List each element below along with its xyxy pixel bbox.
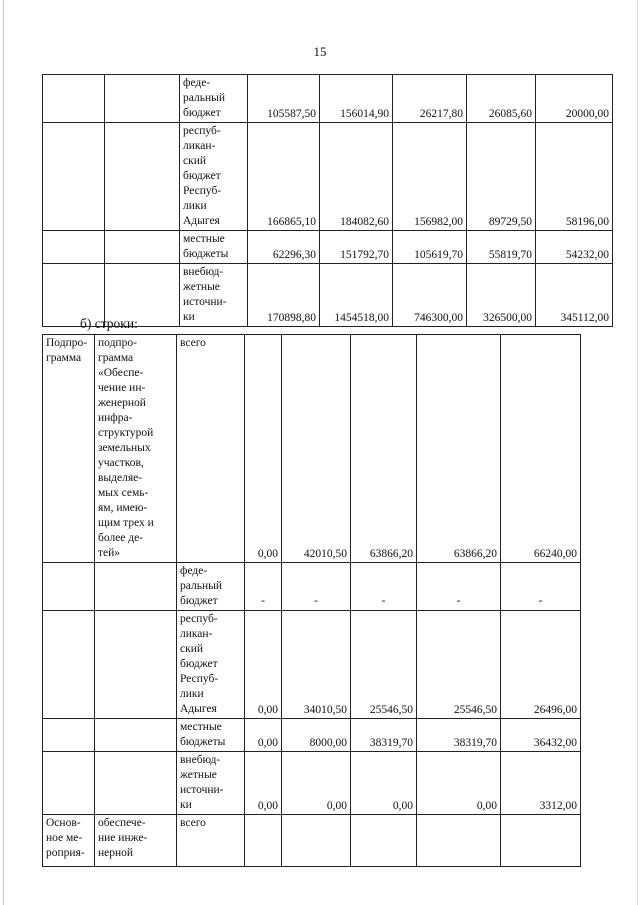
budget-table-continued (42, 74, 613, 327)
value-cell: 0,00 (245, 335, 282, 563)
value-cell: 746300,00 (393, 264, 467, 327)
source-label: респуб- ликан- ский бюджет Респуб- лики Адыгея (177, 611, 245, 719)
value-cell: 63866,20 (417, 335, 501, 563)
value-cell: 26496,00 (501, 611, 581, 719)
table-cell-empty (95, 563, 177, 611)
table-cell-empty (43, 719, 95, 752)
source-label: внебюд- жетные источни- ки (177, 752, 245, 815)
value-cell: 326500,00 (467, 264, 536, 327)
source-label: внебюд- жетные источни- ки (180, 264, 248, 327)
value-cell: 8000,00 (282, 719, 351, 752)
table-cell-empty (43, 752, 95, 815)
subprogram-table (42, 334, 581, 867)
table-row (43, 123, 613, 231)
value-cell: 26217,80 (393, 75, 467, 123)
value-cell: 0,00 (417, 752, 501, 815)
value-cell: 63866,20 (351, 335, 417, 563)
value-cell: 25546,50 (351, 611, 417, 719)
value-cell: 3312,00 (501, 752, 581, 815)
table-cell-empty (105, 123, 180, 231)
table-row (43, 815, 581, 867)
value-cell: 54232,00 (536, 231, 613, 264)
value-cell: 42010,50 (282, 335, 351, 563)
page-edge-right (637, 0, 638, 905)
value-cell: - (282, 563, 351, 611)
table-cell-empty (43, 75, 105, 123)
table-cell-empty (417, 815, 501, 867)
value-cell: - (417, 563, 501, 611)
value-cell: 26085,60 (467, 75, 536, 123)
table-cell-empty (245, 815, 282, 867)
source-label: всего (177, 335, 245, 563)
value-cell: 184082,60 (320, 123, 393, 231)
value-cell: 0,00 (351, 752, 417, 815)
source-label: местные бюджеты (177, 719, 245, 752)
subprogram-name: подпро- грамма «Обеспе- чение ин- женерной инфра- структурой земельных участков, выделяе- мых семь- ям, имею- щим трех и более де- тей» (95, 335, 177, 563)
value-cell: 62296,30 (248, 231, 320, 264)
source-label: феде- ральный бюджет (177, 563, 245, 611)
page-edge-left (3, 0, 4, 905)
value-cell: - (501, 563, 581, 611)
table-row (43, 231, 613, 264)
source-label: местные бюджеты (180, 231, 248, 264)
source-label: респуб- ликан- ский бюджет Респуб- лики Адыгея (180, 123, 248, 231)
table-cell-empty (95, 611, 177, 719)
value-cell: 38319,70 (351, 719, 417, 752)
value-cell: 0,00 (245, 719, 282, 752)
value-cell: 34010,50 (282, 611, 351, 719)
table-cell-empty (43, 611, 95, 719)
table-row (43, 752, 581, 815)
table-cell-empty (351, 815, 417, 867)
value-cell: 156982,00 (393, 123, 467, 231)
table-cell-empty (105, 75, 180, 123)
value-cell: 25546,50 (417, 611, 501, 719)
value-cell: 170898,80 (248, 264, 320, 327)
table-cell-empty (43, 231, 105, 264)
measure-name: обеспече- ние инже- нерной (95, 815, 177, 867)
table-cell-empty (501, 815, 581, 867)
value-cell: 55819,70 (467, 231, 536, 264)
table-row (43, 611, 581, 719)
section-heading: б) строки: (80, 316, 138, 331)
value-cell: 58196,00 (536, 123, 613, 231)
source-label: всего (177, 815, 245, 867)
subprogram-type: Подпро- грамма (43, 335, 95, 563)
value-cell: 1454518,00 (320, 264, 393, 327)
table-cell-empty (95, 752, 177, 815)
value-cell: 151792,70 (320, 231, 393, 264)
table-cell-empty (43, 123, 105, 231)
measure-type: Основ- ное ме- роприя- (43, 815, 95, 867)
value-cell: 0,00 (282, 752, 351, 815)
value-cell: 89729,50 (467, 123, 536, 231)
table-cell-empty (95, 719, 177, 752)
value-cell: 105619,70 (393, 231, 467, 264)
value-cell: 38319,70 (417, 719, 501, 752)
table-row (43, 75, 613, 123)
value-cell: 0,00 (245, 752, 282, 815)
value-cell: 0,00 (245, 611, 282, 719)
table-cell-empty (105, 231, 180, 264)
table-cell-empty (282, 815, 351, 867)
value-cell: 105587,50 (248, 75, 320, 123)
value-cell: - (351, 563, 417, 611)
value-cell: 36432,00 (501, 719, 581, 752)
table-cell-empty (43, 563, 95, 611)
table-row (43, 335, 581, 563)
value-cell: - (245, 563, 282, 611)
table-row (43, 719, 581, 752)
value-cell: 156014,90 (320, 75, 393, 123)
value-cell: 345112,00 (536, 264, 613, 327)
value-cell: 66240,00 (501, 335, 581, 563)
value-cell: 20000,00 (536, 75, 613, 123)
page-number: 15 (313, 44, 327, 59)
value-cell: 166865,10 (248, 123, 320, 231)
source-label: феде- ральный бюджет (180, 75, 248, 123)
table-row (43, 563, 581, 611)
